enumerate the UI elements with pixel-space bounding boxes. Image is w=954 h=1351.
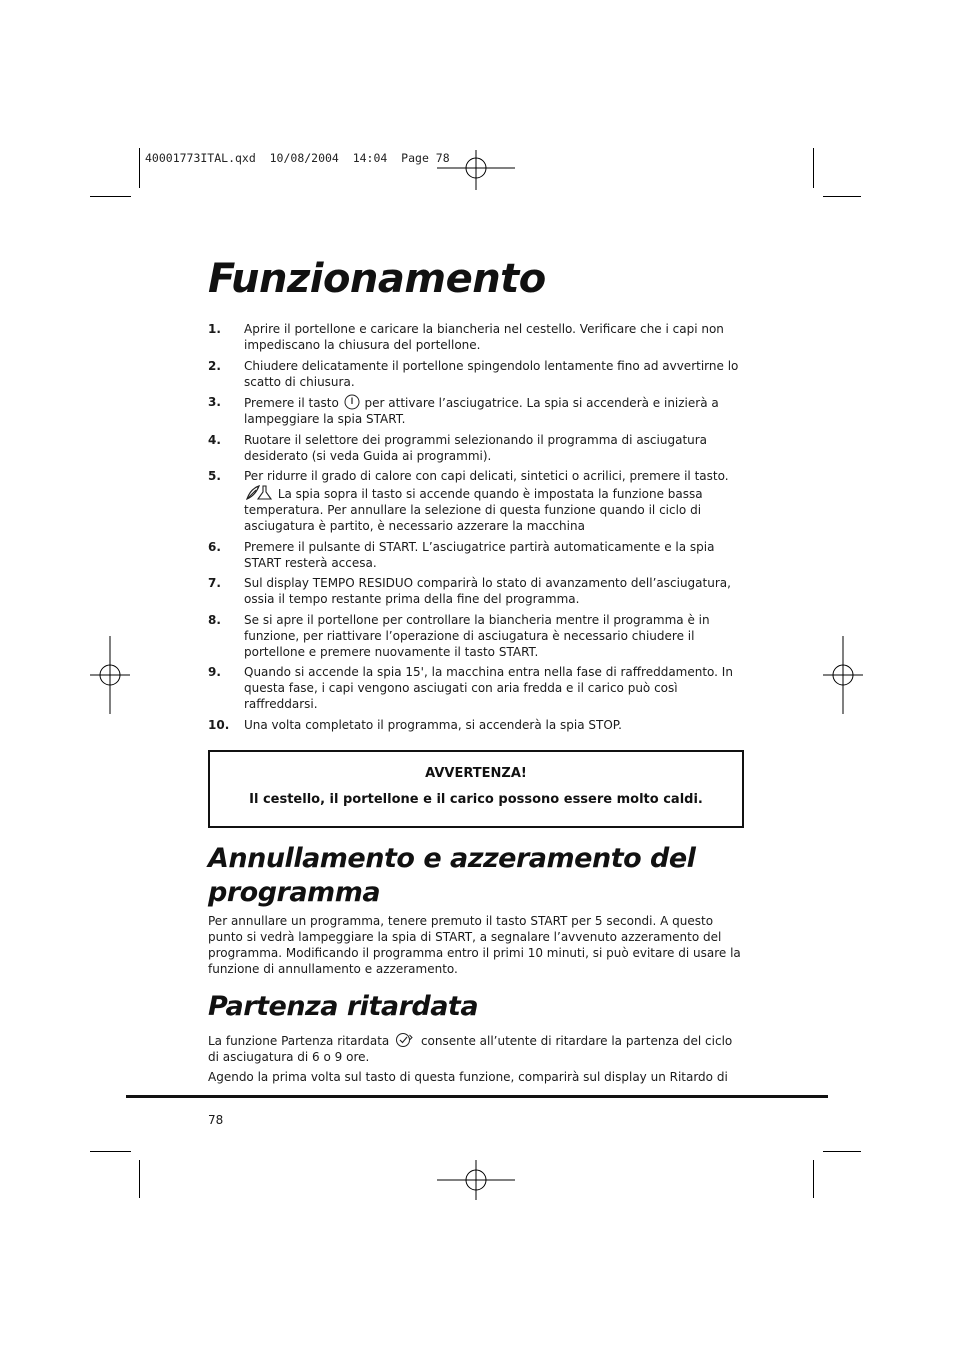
crop-mark: [813, 1160, 814, 1198]
section-title-partenza-ritardata: Partenza ritardata: [208, 991, 479, 1022]
step-text: Premere il pulsante di START. L’asciugatrice partirà automaticamente e la spia START resterà accesa.: [244, 539, 715, 570]
power-button-icon: [343, 394, 361, 410]
page-number: 78: [208, 1113, 224, 1127]
step-text: Se si apre il portellone per controllare la biancheria mentre il programma è in funzione, per riattivare l’operazione di asciugatura è necessario chiudere il portellone e premere nuovamente il tasto START.: [244, 612, 710, 659]
registration-mark-icon: [437, 1160, 515, 1200]
delay-timer-icon: [393, 1032, 417, 1048]
step-text: Aprire il portellone e caricare la biancheria nel cestello. Verificare che i capi non impediscano la chiusura del portellone.: [244, 322, 724, 352]
print-slug: 40001773ITAL.qxd 10/08/2004 14:04 Page 78: [145, 151, 450, 165]
step-number: 1.: [208, 322, 221, 336]
low-temperature-icon: [244, 484, 274, 501]
step-number: 5.: [208, 469, 221, 483]
step-number: 9.: [208, 665, 221, 679]
footer-rule: [126, 1095, 828, 1098]
warning-box: [208, 750, 744, 828]
section-title-funzionamento: Funzionamento: [208, 256, 546, 302]
step-number: 8.: [208, 612, 221, 627]
section-title-annullamento: Annullamento e azzeramento del programma: [208, 843, 696, 908]
step-text: Ruotare il selettore dei programmi selezionando il programma di asciugatura desiderato (si veda Guida ai programmi).: [244, 432, 708, 463]
crop-mark: [90, 1151, 131, 1152]
registration-mark-icon: [90, 636, 130, 714]
step-number: 6.: [208, 539, 221, 554]
partenza-paragraph-2: Agendo la prima volta sul tasto di questa funzione, comparirà sul display un Ritardo di: [208, 1070, 728, 1084]
list-item: [208, 664, 748, 712]
list-item: [208, 539, 748, 571]
steps-list: [208, 321, 748, 737]
list-item: [208, 432, 748, 464]
list-item: [208, 717, 748, 733]
step-text: Chiudere delicatamente il portellone spingendolo lentamente fino ad avvertirne lo scatto di chiusura.: [244, 358, 739, 389]
step-text: Premere il tasto: [244, 396, 339, 410]
list-item: [208, 468, 748, 534]
list-item: [208, 358, 748, 390]
registration-mark-icon: [437, 150, 515, 190]
step-text: Quando si accende la spia 15', la macchina entra nella fase di raffreddamento. In questa fase, i capi vengono asciugati con aria fredda e il carico può così raffreddarsi.: [244, 665, 733, 711]
step-text: Sul display TEMPO RESIDUO comparirà lo stato di avanzamento dell’asciugatura, ossia il tempo restante prima della fine del programma.: [244, 576, 731, 606]
warning-text: Il cestello, il portellone e il carico possono essere molto caldi.: [249, 792, 703, 807]
step-number: 7.: [208, 576, 221, 590]
step-number: 3.: [208, 395, 221, 409]
step-text: Per ridurre il grado di calore con capi delicati, sintetici o acrilici, premere il tasto.: [244, 469, 729, 483]
crop-mark: [139, 1160, 140, 1198]
list-item: [208, 575, 748, 607]
crop-mark: [813, 148, 814, 188]
crop-mark: [823, 196, 861, 197]
crop-mark: [139, 148, 140, 188]
list-item: [208, 612, 748, 660]
step-number: 4.: [208, 432, 221, 447]
partenza-text: La funzione Partenza ritardata: [208, 1034, 390, 1048]
step-text: per attivare l’asciugatrice. La spia si accenderà e inizierà a lampeggiare la spia START.: [244, 396, 719, 426]
partenza-paragraph: [208, 1032, 744, 1065]
registration-mark-icon: [823, 636, 863, 714]
partenza-text: consente all’utente di ritardare la partenza del ciclo di asciugatura di 6 o 9 ore.: [208, 1034, 733, 1064]
list-item: [208, 394, 748, 427]
step-text: Una volta completato il programma, si accenderà la spia STOP.: [244, 717, 622, 732]
step-number: 10.: [208, 717, 230, 732]
step-text: La spia sopra il tasto si accende quando è impostata la funzione bassa temperatura. Per annullare la selezione di questa funzione quando il ciclo di asciugatura è partito, è necessario azzerare la macchina: [244, 487, 703, 533]
crop-mark: [90, 196, 131, 197]
crop-mark: [823, 1151, 861, 1152]
warning-heading: AVVERTENZA!: [425, 766, 527, 781]
list-item: [208, 321, 748, 353]
step-number: 2.: [208, 358, 221, 373]
annullamento-paragraph: Per annullare un programma, tenere premuto il tasto START per 5 secondi. A questo punto si vedrà lampeggiare la spia di START, a segnalare l’avvenuto azzeramento del programma. Modificando il programma entro il primi 10 minuti, si può evitare di usare la funzione di annullamento e azzeramento.: [208, 914, 741, 976]
